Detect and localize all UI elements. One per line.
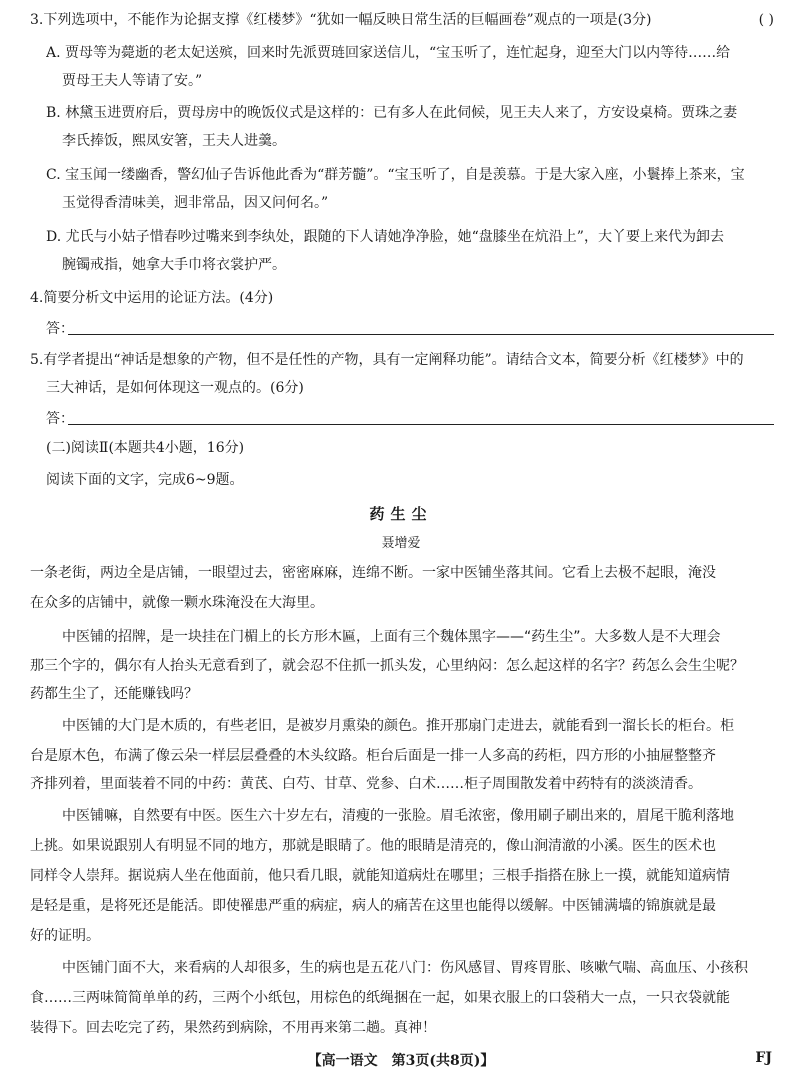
q4-stem: 4.简要分析文中运用的论证方法。(4分) <box>30 290 274 306</box>
q3-option-c-line1: C. 宝玉闻一缕幽香，警幻仙子告诉他此香为“群芳髓”。“宝玉听了，自是羡慕。于是大家入座，小鬟捧上茶来，宝 <box>46 167 745 183</box>
story-line: 食……三两味简简单单的药，三两个小纸包，用棕色的纸绳捆在一起，如果衣服上的口袋稍大一点，一只衣袋就能 <box>30 990 730 1006</box>
section2-heading: (二)阅读Ⅱ(本题共4小题，16分) <box>46 440 245 456</box>
q5-answer-rule <box>68 424 774 425</box>
story-line: 中医铺嘛，自然要有中医。医生六十岁左右，清瘦的一张脸。眉毛浓密，像用刷子刷出来的，眉尾干脆利落地 <box>62 808 734 824</box>
story-line: 同样令人崇拜。据说病人坐在他面前，他只看几眼，就能知道病灶在哪里；三根手指搭在脉上一摸，就能知道病情 <box>30 868 730 884</box>
page-footer-code: FJ <box>755 1050 772 1066</box>
q5-answer-field[interactable] <box>46 408 774 428</box>
story-line: 那三个字的，偶尔有人抬头无意看到了，就会忍不住抓一抓头发，心里纳闷：怎么起这样的名字？药怎么会生尘呢？ <box>30 658 744 674</box>
story-line: 在众多的店铺中，就像一颗水珠淹没在大海里。 <box>30 595 324 611</box>
story-line: 好的证明。 <box>30 928 100 944</box>
q3-option-a-line1: A. 贾母等为薨逝的老太妃送殡，回来时先派贾琏回家送信儿，“宝玉听了，连忙起身，迎至大门以内等待……给 <box>46 45 731 61</box>
story-line: 上挑。如果说跟别人有明显不同的地方，那就是眼睛了。他的眼睛是清亮的，像山涧清澈的小溪。医生的医术也 <box>30 838 716 854</box>
story-line: 药都生尘了，还能赚钱吗？ <box>30 686 198 702</box>
q3-option-b-line2: 李氏捧饭，熙凤安箸，王夫人进羹。 <box>62 133 286 149</box>
story-line: 装得下。回去吃完了药，果然药到病除，不用再来第二趟。真神！ <box>30 1020 436 1036</box>
story-line: 中医铺门面不大，来看病的人却很多，生的病也是五花八门：伤风感冒、胃疼胃胀、咳嗽气喘、高血压、小孩积 <box>62 960 748 976</box>
q3-stem-text: 3.下列选项中，不能作为论据支撑《红楼梦》“犹如一幅反映日常生活的巨幅画卷”观点的一项是(3分) <box>30 12 652 28</box>
q4-answer-field[interactable] <box>46 318 774 338</box>
story-line: 是轻是重，是将死还是能活。即使罹患严重的病症，病人的痛苦在这里也能得以缓解。中医铺满墙的锦旗就是最 <box>30 898 716 914</box>
q3-option-d-line2: 腕镯戒指，她拿大手巾将衣裳护严。 <box>62 257 286 273</box>
q3-option-c-line2: 玉觉得香清味美，迥非常品，因又问何名。” <box>62 195 329 211</box>
q5-stem-line2: 三大神话，是如何体现这一观点的。(6分) <box>46 380 304 396</box>
story-line: 一条老街，两边全是店铺，一眼望过去，密密麻麻，连绵不断。一家中医铺坐落其间。它看上去极不起眼，淹没 <box>30 565 716 581</box>
story-author: 聂增爱 <box>381 536 421 551</box>
story-line: 齐排列着，里面装着不同的中药：黄芪、白芍、甘草、党参、白术……柜子周围散发着中药特有的淡淡清香。 <box>30 776 702 792</box>
story-title: 药生尘 <box>369 505 433 523</box>
q3-option-a-line2: 贾母王夫人等请了安。” <box>62 73 203 89</box>
q3-stem <box>30 10 775 30</box>
q3-option-b-line1: B. 林黛玉进贾府后，贾母房中的晚饭仪式是这样的：已有多人在此伺候，见王夫人来了，方安设桌椅。贾珠之妻 <box>46 105 738 121</box>
section2-instruction: 阅读下面的文字，完成6~9题。 <box>46 472 244 488</box>
q5-answer-label: 答： <box>46 411 74 427</box>
story-line: 中医铺的招牌，是一块挂在门楣上的长方形木匾，上面有三个魏体黑字——“药生尘”。大多数人是不大理会 <box>62 629 721 645</box>
q3-answer-paren: ( ) <box>758 12 774 28</box>
q3-option-d-line1: D. 尤氏与小姑子惜春吵过嘴来到李纨处，跟随的下人请她净净脸，她“盘膝坐在炕沿上”，大丫要上来代为卸去 <box>46 229 724 245</box>
q4-answer-label: 答： <box>46 321 74 337</box>
q4-answer-rule <box>68 334 774 335</box>
story-line: 中医铺的大门是木质的，有些老旧，是被岁月熏染的颜色。推开那扇门走进去，就能看到一溜长长的柜台。柜 <box>62 718 734 734</box>
story-line: 台是原木色，布满了像云朵一样层层叠叠的木头纹路。柜台后面是一排一人多高的药柜，四方形的小抽屉整整齐 <box>30 748 716 764</box>
page-footer: 【高一语文 第3页(共8页)】 <box>307 1053 495 1069</box>
q5-stem-line1: 5.有学者提出“神话是想象的产物，但不是任性的产物，具有一定阐释功能”。请结合文本，简要分析《红楼梦》中的 <box>30 352 744 368</box>
